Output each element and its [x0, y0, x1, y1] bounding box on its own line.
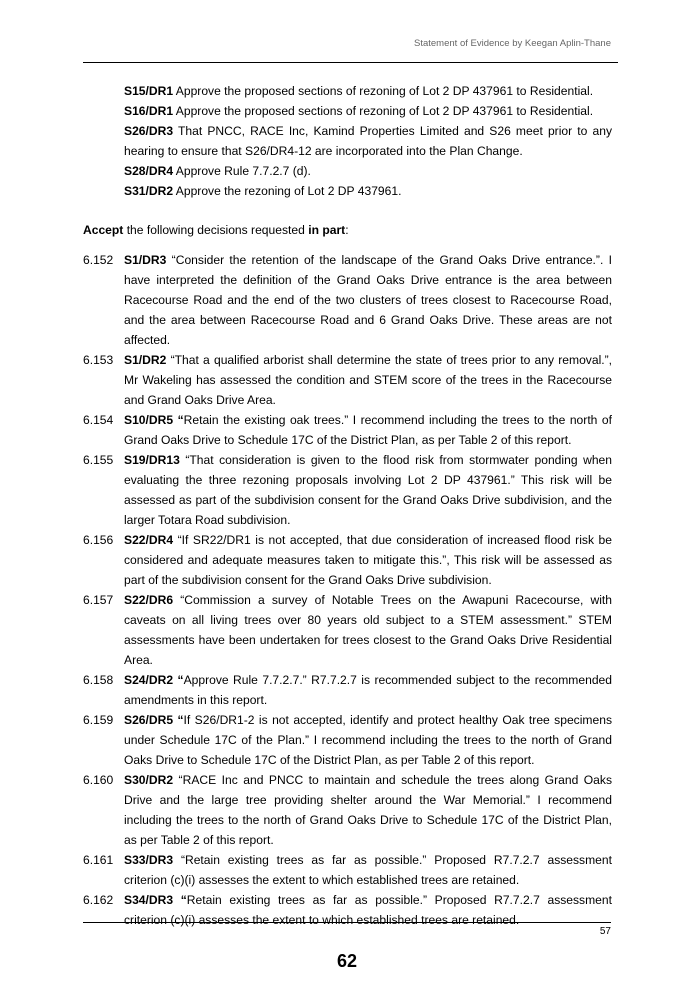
decision-text: That PNCC, RACE Inc, Kamind Properties Limited and S26 meet prior to any hearing to ensure that S26/DR4-12 are incorporated into the Plan Change. [124, 124, 612, 158]
paragraph-number: 6.153 [83, 353, 114, 367]
numbered-paragraph [83, 410, 612, 450]
paragraph-body: “RACE Inc and PNCC to maintain and schedule the trees along Grand Oaks Drive and the large tree providing shelter around the War Memorial.” I recommend including the trees to the north of Grand Oaks Drive to Schedule 17C of the District Plan, as per Table 2 of this report. [124, 773, 612, 847]
in-part-bold: in part [308, 223, 346, 237]
decision-text: Approve the rezoning of Lot 2 DP 437961. [173, 184, 402, 198]
numbered-paragraph [83, 710, 612, 770]
paragraph-text [124, 410, 612, 450]
paragraph-number: 6.152 [83, 253, 114, 267]
paragraph-number: 6.157 [83, 593, 114, 607]
paragraph-text [124, 850, 612, 890]
submission-code: S33/DR3 [124, 853, 174, 867]
paragraph-body: “Commission a survey of Notable Trees on the Awapuni Racecourse, with caveats on all living trees over 80 years old subject to a STEM assessment.” STEM assessments have been undertaken for trees closest to the Grand Oaks Drive Residential Area. [124, 593, 612, 667]
submission-code: S30/DR2 [124, 773, 174, 787]
accept-text: the following decisions requested [123, 223, 309, 237]
paragraph-body: Approve Rule 7.7.2.7.” R7.7.2.7 is recommended subject to the recommended amendments in this report. [124, 673, 613, 707]
paragraph-body: “Retain existing trees as far as possible.” Proposed R7.7.2.7 assessment criterion (c)(i) assesses the extent to which established trees are retained. [124, 853, 612, 887]
page-number: 57 [599, 926, 611, 937]
submission-code: S26/DR5 “ [124, 713, 184, 727]
numbered-paragraph [83, 590, 612, 670]
submission-code: S22/DR6 [124, 593, 174, 607]
numbered-paragraph [83, 530, 612, 590]
paragraph-body: If S26/DR1-2 is not accepted, identify and protect healthy Oak tree specimens under Schedule 17C of the Plan.” I recommend including the trees to the north of Grand Oaks Drive to Schedule 17C of the District Plan, as per Table 2 of this report. [124, 713, 612, 767]
paragraph-text [124, 670, 612, 710]
numbered-paragraph [83, 450, 612, 530]
decision-code: S28/DR4 [124, 164, 174, 178]
paragraph-number: 6.158 [83, 673, 114, 687]
paragraph-number: 6.161 [83, 853, 114, 867]
decision-code: S26/DR3 [124, 124, 174, 138]
page-stamp-number: 62 [336, 951, 358, 971]
decision-code: S16/DR1 [124, 104, 174, 118]
running-header: Statement of Evidence by Keegan Aplin-Thane [414, 38, 611, 49]
paragraph-body: “That consideration is given to the flood risk from stormwater ponding when evaluating the three rezoning proposals involving Lot 2 DP 437961.” This risk will be assessed as part of the subdivision consent for the Grand Oaks Drive subdivision, and the larger Totara Road subdivision. [124, 453, 612, 527]
submission-code: S10/DR5 “ [124, 413, 184, 427]
decision-item [124, 101, 612, 121]
paragraph-text [124, 450, 612, 530]
paragraph-text [124, 350, 612, 410]
paragraph-number: 6.159 [83, 713, 114, 727]
decision-text: Approve Rule 7.7.2.7 (d). [173, 164, 311, 178]
submission-code: S19/DR13 [124, 453, 180, 467]
submission-code: S34/DR3 “ [124, 893, 187, 907]
numbered-paragraph [83, 250, 612, 350]
paragraph-text [124, 710, 612, 770]
decision-text: Approve the proposed sections of rezoning of Lot 2 DP 437961 to Residential. [173, 104, 594, 118]
paragraph-text [124, 770, 612, 850]
numbered-paragraphs [83, 250, 612, 930]
decision-item [124, 81, 612, 101]
submission-code: S24/DR2 “ [124, 673, 184, 687]
numbered-paragraph [83, 850, 612, 890]
submission-code: S1/DR2 [124, 353, 167, 367]
paragraph-number: 6.162 [83, 893, 114, 907]
paragraph-body: Retain the existing oak trees.” I recommend including the trees to the north of Grand Oaks Drive to Schedule 17C of the District Plan, as per Table 2 of this report. [124, 413, 612, 447]
paragraph-body: “That a qualified arborist shall determine the state of trees prior to any removal.”, Mr Wakeling has assessed the condition and STEM score of the trees in the Racecourse and Grand Oaks Drive Area. [124, 353, 612, 407]
paragraph-number: 6.160 [83, 773, 114, 787]
paragraph-body: Retain existing trees as far as possible.” Proposed R7.7.2.7 assessment criterion (c)(i) assesses the extent to which established trees are retained. [124, 893, 612, 927]
paragraph-number: 6.154 [83, 413, 114, 427]
decision-code: S15/DR1 [124, 84, 174, 98]
submission-code: S22/DR4 [124, 533, 174, 547]
header-divider [83, 62, 618, 63]
document-body [83, 81, 612, 930]
accept-bold: Accept [83, 223, 124, 237]
accept-in-part-heading [83, 220, 612, 240]
paragraph-number: 6.156 [83, 533, 114, 547]
numbered-paragraph [83, 770, 612, 850]
paragraph-body: “Consider the retention of the landscape of the Grand Oaks Drive entrance.”. I have interpreted the definition of the Grand Oaks Drive entrance is the area between Racecourse Road and the end of the two clusters of trees closest to Racecourse Road, and the area between Racecourse Road and 6 Grand Oaks Drive. These areas are not affected. [124, 253, 612, 347]
accept-colon: : [345, 223, 349, 237]
numbered-paragraph [83, 350, 612, 410]
decision-item [124, 161, 612, 181]
decision-text: Approve the proposed sections of rezoning of Lot 2 DP 437961 to Residential. [173, 84, 594, 98]
decision-code: S31/DR2 [124, 184, 174, 198]
paragraph-text [124, 530, 612, 590]
accepted-decisions-list [83, 81, 612, 201]
decision-item [124, 181, 612, 201]
decision-item [124, 121, 612, 161]
paragraph-body: “If SR22/DR1 is not accepted, that due consideration of increased flood risk be considered and adequate measures taken to mitigate this.”, This risk will be assessed as part of the subdivision consent for the Grand Oaks Drive subdivision. [124, 533, 612, 587]
paragraph-text [124, 890, 612, 930]
submission-code: S1/DR3 [124, 253, 167, 267]
numbered-paragraph [83, 890, 612, 930]
paragraph-text [124, 590, 612, 670]
paragraph-number: 6.155 [83, 453, 114, 467]
numbered-paragraph [83, 670, 612, 710]
paragraph-text [124, 250, 612, 350]
footer-divider [83, 922, 611, 923]
